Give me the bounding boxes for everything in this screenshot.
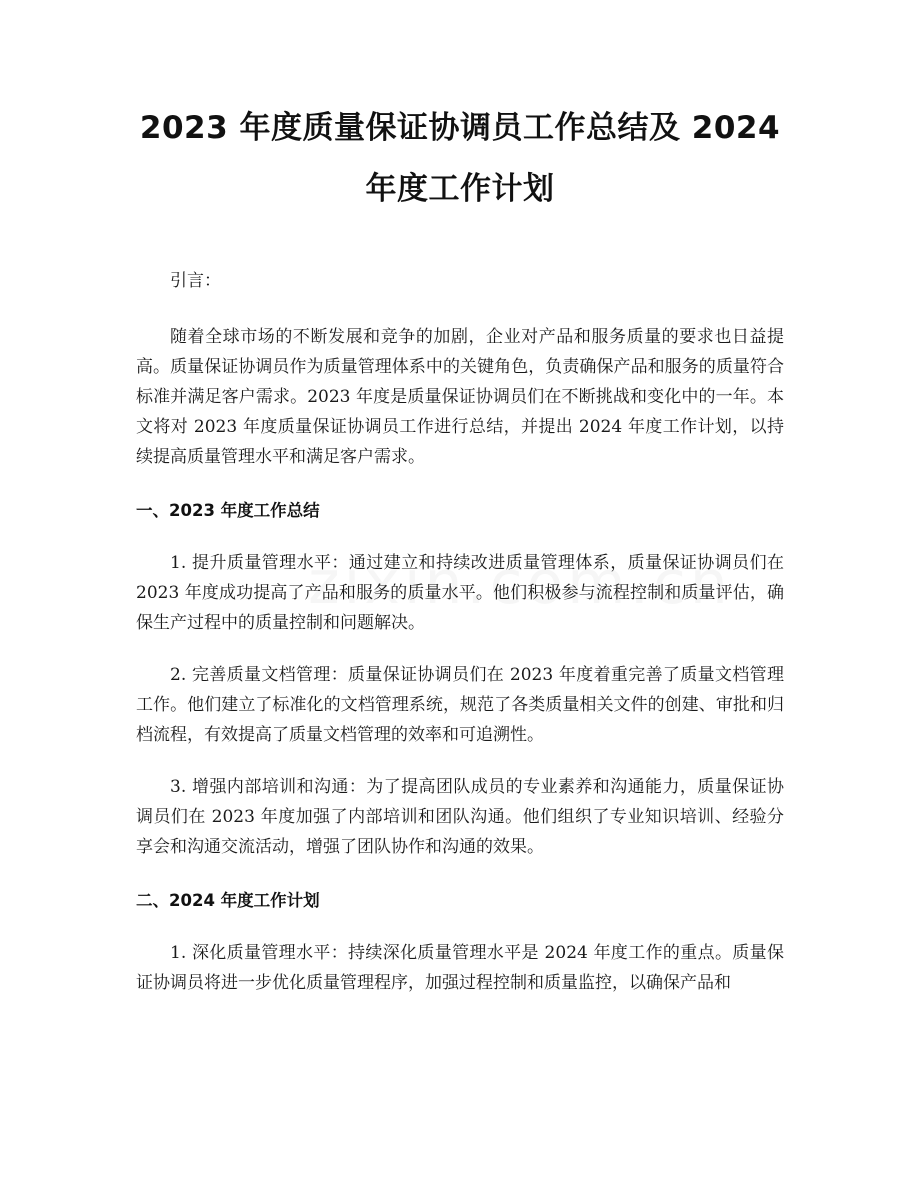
section-heading-2023-summary: 一、2023 年度工作总结	[136, 501, 320, 520]
plan-item-1: 1. 深化质量管理水平：持续深化质量管理水平是 2024 年度工作的重点。质量保证协调员将进一步优化质量管理程序，加强过程控制和质量监控，以确保产品和	[136, 943, 784, 993]
intro-paragraph: 随着全球市场的不断发展和竞争的加剧，企业对产品和服务质量的要求也日益提高。质量保证协调员作为质量管理体系中的关键角色，负责确保产品和服务的质量符合标准并满足客户需求。2023 年度是质量保证协调员们在不断挑战和变化中的一年。本文将对 2023 年度质量保证协调员工作进行总结，并提出 2024 年度工作计划，以持续提高质量管理水平和满足客户需求。	[136, 327, 784, 467]
document-title	[136, 98, 784, 220]
summary-item-3: 3. 增强内部培训和沟通：为了提高团队成员的专业素养和沟通能力，质量保证协调员们在 2023 年度加强了内部培训和团队沟通。他们组织了专业知识培训、经验分享会和沟通交流活动，增强了团队协作和沟通的效果。	[136, 777, 784, 857]
section-heading-2024-plan: 二、2024 年度工作计划	[136, 891, 320, 910]
section-2023-summary	[136, 496, 784, 862]
title-line-2: 年度工作计划	[365, 171, 555, 207]
summary-item-1: 1. 提升质量管理水平：通过建立和持续改进质量管理体系，质量保证协调员们在 2023 年度成功提高了产品和服务的质量水平。他们积极参与流程控制和质量评估，确保生产过程中的质量控制和问题解决。	[136, 553, 784, 633]
title-line-1: 2023 年度质量保证协调员工作总结及 2024	[139, 110, 781, 146]
summary-item-2: 2. 完善质量文档管理：质量保证协调员们在 2023 年度着重完善了质量文档管理工作。他们建立了标准化的文档管理系统，规范了各类质量相关文件的创建、审批和归档流程，有效提高了质量文档管理的效率和可追溯性。	[136, 665, 784, 745]
intro-label: 引言：	[170, 271, 221, 291]
section-2024-plan	[136, 886, 784, 998]
